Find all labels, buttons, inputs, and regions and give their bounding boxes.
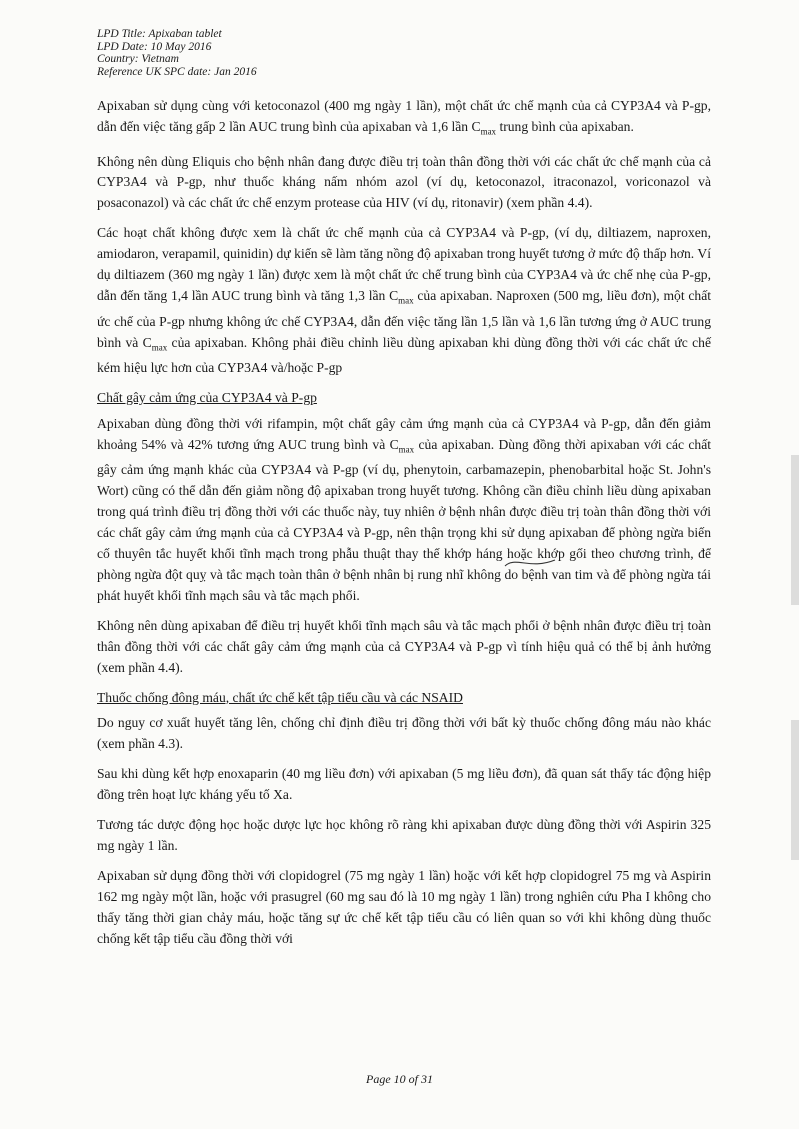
section-subheading: Chất gây cảm ứng của CYP3A4 và P-gp xyxy=(97,390,317,406)
body-paragraph: Sau khi dùng kết hợp enoxaparin (40 mg liều đơn) với apixaban (5 mg liều đơn), đã quan sát thấy tác động hiệp đồng trên hoạt lực kháng yếu tố Xa. xyxy=(97,766,711,803)
reference-date: Reference UK SPC date: Jan 2016 xyxy=(97,65,257,78)
page-number: Page 10 of 31 xyxy=(366,1072,433,1086)
country: Country: Vietnam xyxy=(97,53,179,65)
document-header xyxy=(97,28,257,78)
body-paragraph: Các hoạt chất không được xem là chất ức chế mạnh của cả CYP3A4 và P-gp, (ví dụ, diltiazem, naproxen, amiodaron, verapamil, quinidin) dự kiến sẽ làm tăng nồng độ apixaban trong huyết tương ở mức độ thấp hơn. Ví dụ diltiazem (360 mg ngày 1 lần) được xem là một chất ức chế trung bình của CYP3A4 và ức chế nhẹ của P-gp, dẫn đến tăng 1,4 lần AUC trung bình và tăng 1,3 lần $C_{max}$ của apixaban. Naproxen (500 mg, liều đơn), một chất ức chế của P-gp nhưng không ức chế CYP3A4, dẫn đến việc tăng lần 1,5 lần và 1,6 lần tương ứng ở AUC trung bình và $C_{max}$ của apixaban. Không phải điều chỉnh liều dùng apixaban khi dùng đồng thời với các chất ức chế kém hiệu lực hơn của CYP3A4 và/hoặc P-gp xyxy=(97,225,712,376)
document-body xyxy=(97,96,711,959)
body-paragraph: Do nguy cơ xuất huyết tăng lên, chống chỉ định điều trị đồng thời với bất kỳ thuốc chống đông máu nào khác (xem phần 4.3). xyxy=(97,715,711,752)
body-paragraph: Không nên dùng apixaban để điều trị huyết khối tĩnh mạch sâu và tắc mạch phổi ở bệnh nhân được điều trị toàn thân đồng thời với các chất gây cảm ứng mạnh của cả CYP3A4 và P-gp vì tính hiệu quả có thể bị ảnh hưởng (xem phần 4.4). xyxy=(97,617,711,675)
body-paragraph: Apixaban dùng đồng thời với rifampin, một chất gây cảm ứng mạnh của cả CYP3A4 và P-gp, dẫn đến giảm khoảng 54% và 42% tương ứng AUC trung bình và $C_{max}$ của apixaban. Dùng đồng thời apixaban với các chất gây cảm ứng mạnh khác của CYP3A4 và P-gp (ví dụ, phenytoin, carbamazepin, phenobarbital hoặc St. John's Wort) cũng có thể dẫn đến giảm nồng độ apixaban trong huyết tương. Không cần điều chỉnh liều dùng apixaban trong quá trình điều trị đồng thời với các thuốc này, tuy nhiên ở bệnh nhân được điều trị toàn thân đồng thời với các chất gây cảm ứng mạnh của cả CYP3A4 và P-gp, nên thận trọng khi sử dụng apixaban để phòng ngừa biến cố thuyên tắc huyết khối tĩnh mạch trong phẫu thuật thay thế khớp háng hoặc khớp gối theo chương trình, để phòng ngừa đột quỵ và tắc mạch toàn thân ở bệnh nhân bị rung nhĩ không do bệnh van tim và để phòng ngừa tái phát huyết khối tĩnh mạch sâu và tắc mạch phổi. xyxy=(97,415,712,603)
lpd-title: LPD Title: Apixaban tablet xyxy=(97,28,222,40)
body-paragraph: Apixaban sử dụng đồng thời với clopidogrel (75 mg ngày 1 lần) hoặc với kết hợp clopidogrel 75 mg và Aspirin 162 mg ngày một lần, hoặc với prasugrel (60 mg sau đó là 10 mg ngày 1 lần) trong nghiên cứu Pha I không cho thấy tăng thời gian chảy máu, hoặc tăng sự ức chế kết tập tiểu cầu có liên quan so với khi không dùng thuốc chống kết tập tiểu cầu đồng thời với xyxy=(97,867,711,946)
body-paragraph: Tương tác dược động học hoặc dược lực học không rõ ràng khi apixaban được dùng đồng thời với Aspirin 325 mg ngày 1 lần. xyxy=(97,817,711,853)
scan-edge-mark-lower xyxy=(791,720,799,860)
scan-edge-mark xyxy=(791,455,799,605)
lpd-date: LPD Date: 10 May 2016 xyxy=(97,40,212,53)
pen-strike-mark xyxy=(500,548,560,578)
body-paragraph: Apixaban sử dụng cùng với ketoconazol (400 mg ngày 1 lần), một chất ức chế mạnh của cả CYP3A4 và P-gp, dẫn đến việc tăng gấp 2 lần AUC trung bình của apixaban và 1,6 lần $C_{max}$ trung bình của apixaban. xyxy=(97,98,711,137)
body-paragraph: Không nên dùng Eliquis cho bệnh nhân đang được điều trị toàn thân đồng thời với các chất ức chế mạnh của cả CYP3A4 và P-gp, như thuốc kháng nấm nhóm azol (ví dụ, ketoconazol, itraconazol, voriconazol và posaconazol) và các chất ức chế enzym protease của HIV (ví dụ, ritonavir) (xem phần 4.4). xyxy=(97,153,711,211)
section-subheading: Thuốc chống đông máu, chất ức chế kết tập tiểu cầu và các NSAID xyxy=(97,689,463,705)
